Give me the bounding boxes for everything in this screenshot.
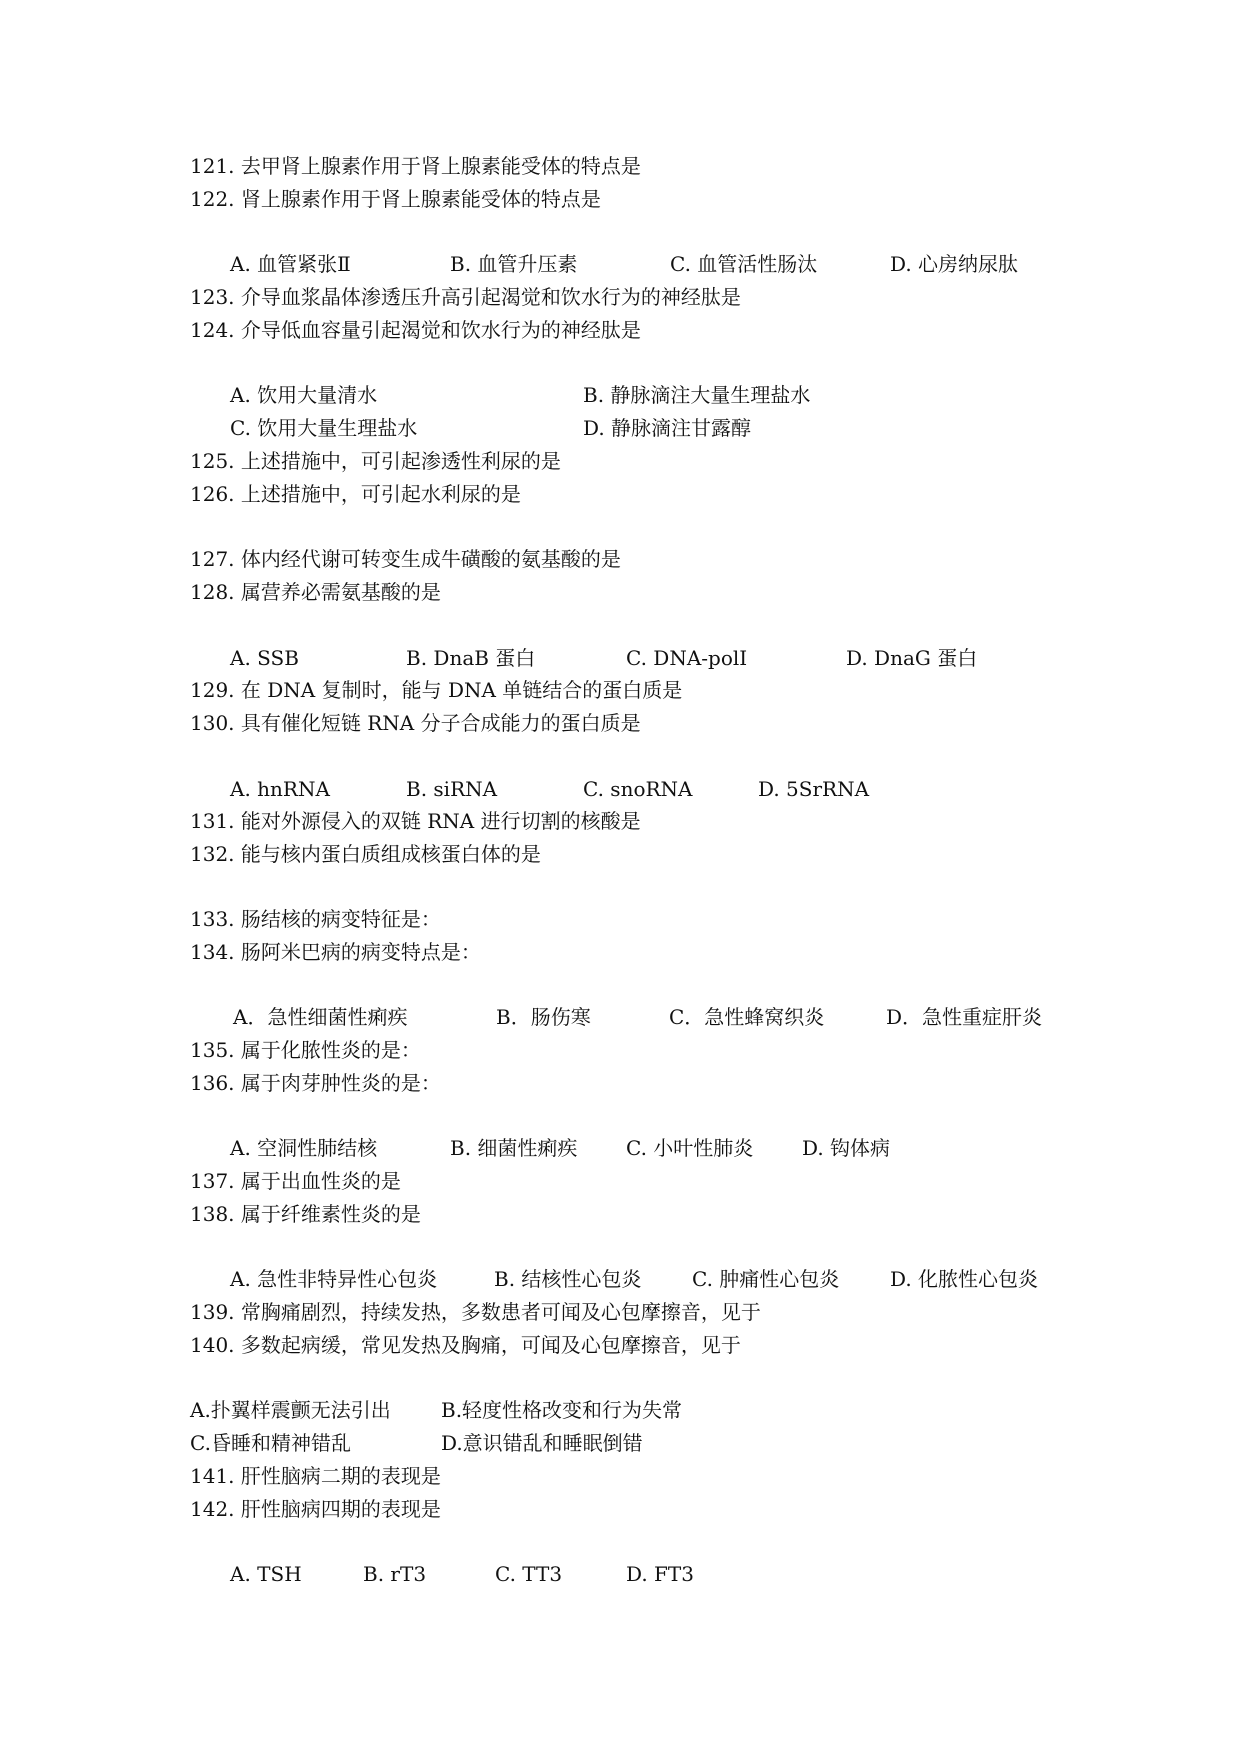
option-d: D. 5SrRNA (758, 777, 870, 801)
option-d: D. 心房纳尿肽 (890, 252, 1019, 276)
question-130: 130. 具有催化短链 RNA 分子合成能力的蛋白质是 (190, 711, 641, 735)
option-b: B. siRNA (406, 777, 498, 801)
option-a: A. 饮用大量清水 (230, 383, 378, 407)
question-123: 123. 介导血浆晶体渗透压升高引起渴觉和饮水行为的神经肽是 (190, 285, 741, 309)
question-121: 121. 去甲肾上腺素作用于肾上腺素能受体的特点是 (190, 154, 641, 178)
option-d: D. 静脉滴注甘露醇 (583, 416, 752, 440)
option-b: B. 血管升压素 (450, 252, 578, 276)
option-a: A. 急性非特异性心包炎 (230, 1267, 438, 1291)
question-133: 133. 肠结核的病变特征是： (190, 907, 441, 931)
option-b: B. DnaB 蛋白 (406, 646, 536, 670)
question-141: 141. 肝性脑病二期的表现是 (190, 1464, 441, 1488)
question-124: 124. 介导低血容量引起渴觉和饮水行为的神经肽是 (190, 318, 641, 342)
question-140: 140. 多数起病缓，常见发热及胸痛，可闻及心包摩擦音，见于 (190, 1333, 741, 1357)
question-131: 131. 能对外源侵入的双链 RNA 进行切割的核酸是 (190, 809, 641, 833)
option-b: B. 结核性心包炎 (494, 1267, 642, 1291)
question-136: 136. 属于肉芽肿性炎的是： (190, 1071, 441, 1095)
question-128: 128. 属营养必需氨基酸的是 (190, 580, 441, 604)
option-b: B. rT3 (363, 1562, 427, 1586)
option-d: D. 化脓性心包炎 (890, 1267, 1039, 1291)
option-c: C. snoRNA (583, 777, 693, 801)
option-a: A. 血管紧张Ⅱ (230, 252, 351, 276)
question-122: 122. 肾上腺素作用于肾上腺素能受体的特点是 (190, 187, 601, 211)
option-c: C. 小叶性肺炎 (626, 1136, 754, 1160)
option-c: C.昏睡和精神错乱 (190, 1431, 351, 1455)
option-c: C. 肿痛性心包炎 (692, 1267, 840, 1291)
question-132: 132. 能与核内蛋白质组成核蛋白体的是 (190, 842, 541, 866)
option-c: C. TT3 (495, 1562, 563, 1586)
option-c: C. DNA-polⅠ (626, 646, 748, 670)
option-d: D．急性重症肝炎 (886, 1005, 1043, 1029)
option-a: A. TSH (230, 1562, 302, 1586)
option-a: A. SSB (230, 646, 299, 670)
question-135: 135. 属于化脓性炎的是： (190, 1038, 421, 1062)
question-137: 137. 属于出血性炎的是 (190, 1169, 401, 1193)
option-b: B．肠伤寒 (496, 1005, 591, 1029)
option-a: A. hnRNA (230, 777, 330, 801)
question-126: 126. 上述措施中，可引起水利尿的是 (190, 482, 521, 506)
option-b: B. 静脉滴注大量生理盐水 (583, 383, 811, 407)
option-d: D. FT3 (626, 1562, 694, 1586)
option-d: D. DnaG 蛋白 (846, 646, 978, 670)
question-134: 134. 肠阿米巴病的病变特点是： (190, 940, 481, 964)
option-a: A．急性细菌性痢疾 (233, 1005, 408, 1029)
question-138: 138. 属于纤维素性炎的是 (190, 1202, 421, 1226)
option-a: A. 空洞性肺结核 (230, 1136, 378, 1160)
question-125: 125. 上述措施中，可引起渗透性利尿的是 (190, 449, 561, 473)
option-d: D.意识错乱和睡眠倒错 (441, 1431, 643, 1455)
question-127: 127. 体内经代谢可转变生成牛磺酸的氨基酸的是 (190, 547, 621, 571)
option-c: C. 血管活性肠汰 (670, 252, 818, 276)
question-139: 139. 常胸痛剧烈，持续发热，多数患者可闻及心包摩擦音，见于 (190, 1300, 761, 1324)
option-b: B.轻度性格改变和行为失常 (441, 1398, 683, 1422)
question-129: 129. 在 DNA 复制时，能与 DNA 单链结合的蛋白质是 (190, 678, 683, 702)
question-142: 142. 肝性脑病四期的表现是 (190, 1497, 441, 1521)
option-c: C．急性蜂窝织炎 (669, 1005, 825, 1029)
option-b: B. 细菌性痢疾 (450, 1136, 578, 1160)
option-a: A.扑翼样震颤无法引出 (190, 1398, 391, 1422)
option-c: C. 饮用大量生理盐水 (230, 416, 418, 440)
option-d: D. 钩体病 (802, 1136, 891, 1160)
